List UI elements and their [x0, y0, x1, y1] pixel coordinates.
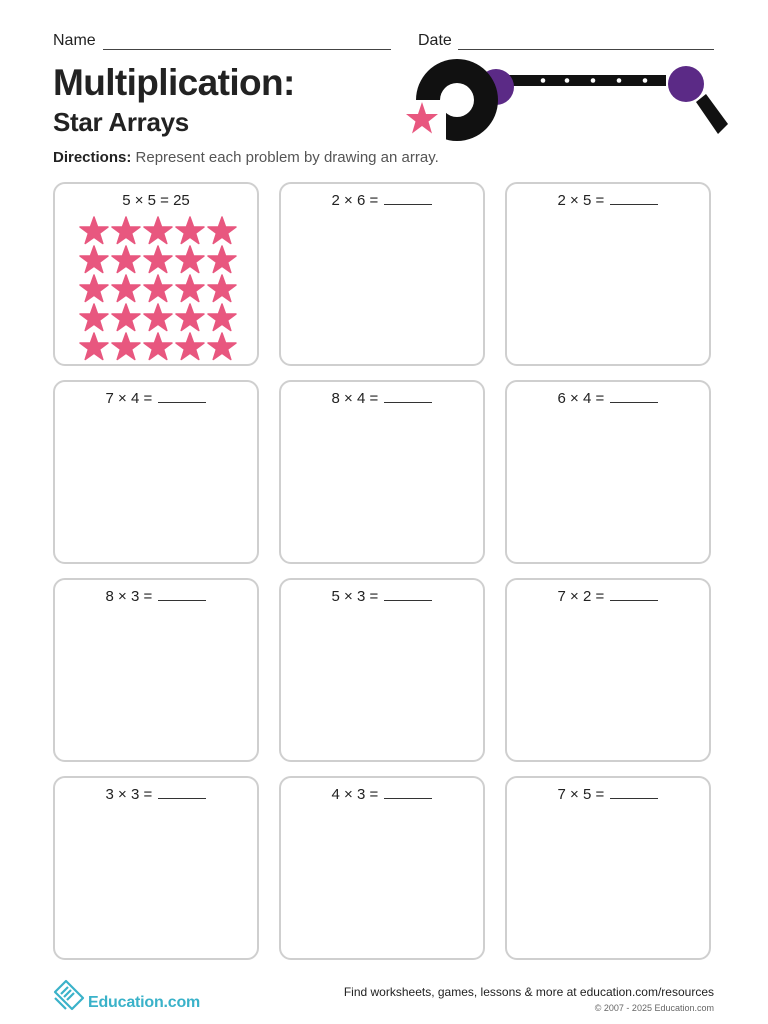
problem-equation: [507, 192, 709, 209]
problem-expression: 4 × 3 =: [331, 786, 379, 803]
star-icon: [79, 303, 109, 332]
date-label: Date: [418, 32, 452, 49]
star-icon: [79, 274, 109, 303]
problem-box[interactable]: [505, 380, 711, 564]
problem-expression: 3 × 3 =: [105, 786, 153, 803]
problem-expression: 7 × 4 =: [105, 390, 153, 407]
answer-blank[interactable]: [384, 192, 432, 205]
problem-equation: [55, 786, 257, 803]
problem-equation: [281, 390, 483, 407]
problem-box[interactable]: [53, 380, 259, 564]
problem-box[interactable]: [279, 380, 485, 564]
star-icon: [143, 216, 173, 245]
star-icon: [143, 303, 173, 332]
education-logo-icon: [52, 978, 86, 1012]
directions-label: Directions:: [53, 149, 132, 166]
star-icon: [143, 245, 173, 274]
footer-copyright: © 2007 - 2025 Education.com: [594, 1003, 714, 1013]
problem-box[interactable]: [279, 578, 485, 762]
problem-expression: 2 × 5 =: [557, 192, 605, 209]
star-icon: [175, 216, 205, 245]
problem-equation: [55, 588, 257, 605]
answer-blank[interactable]: [610, 390, 658, 403]
problem-expression: 7 × 5 =: [557, 786, 605, 803]
star-icon: [111, 274, 141, 303]
problem-expression: 8 × 4 =: [331, 390, 379, 407]
page-title: Multiplication:: [53, 62, 295, 103]
problem-equation: [55, 390, 257, 407]
problem-box[interactable]: [505, 776, 711, 960]
answer-blank[interactable]: [384, 786, 432, 799]
footer-tagline[interactable]: Find worksheets, games, lessons & more at education.com/resources: [343, 985, 714, 999]
answer-blank[interactable]: [158, 786, 206, 799]
date-field[interactable]: [458, 49, 714, 50]
name-field[interactable]: [103, 49, 391, 50]
problem-equation: [281, 588, 483, 605]
problem-expression: 5 × 3 =: [331, 588, 379, 605]
problem-equation: [281, 786, 483, 803]
decorative-graphic: [400, 58, 730, 150]
name-label: Name: [53, 32, 96, 49]
star-icon: [79, 332, 109, 361]
problem-box[interactable]: [53, 776, 259, 960]
star-array: [79, 216, 239, 361]
problem-expression: 6 × 4 =: [557, 390, 605, 407]
problem-equation: [507, 588, 709, 605]
problem-box[interactable]: [279, 776, 485, 960]
star-icon: [111, 245, 141, 274]
star-icon: [111, 303, 141, 332]
problem-box[interactable]: [505, 182, 711, 366]
star-icon: [111, 332, 141, 361]
answer-blank[interactable]: [610, 192, 658, 205]
problem-expression: 5 × 5 =: [122, 192, 169, 209]
star-icon: [207, 303, 237, 332]
problem-box[interactable]: [53, 578, 259, 762]
problem-equation: [55, 192, 257, 209]
problem-answer: 25: [173, 192, 190, 209]
education-logo-text: Education.com: [88, 994, 201, 1011]
page-subtitle: Star Arrays: [53, 107, 189, 137]
problem-equation: [507, 390, 709, 407]
answer-blank[interactable]: [384, 588, 432, 601]
star-icon: [79, 245, 109, 274]
star-icon: [111, 216, 141, 245]
problem-equation: [281, 192, 483, 209]
answer-blank[interactable]: [610, 786, 658, 799]
answer-blank[interactable]: [610, 588, 658, 601]
star-icon: [207, 274, 237, 303]
star-icon: [79, 216, 109, 245]
purple-dot-icon: [668, 66, 704, 102]
answer-blank[interactable]: [158, 390, 206, 403]
answer-blank[interactable]: [384, 390, 432, 403]
problem-box[interactable]: [279, 182, 485, 366]
star-icon: [175, 245, 205, 274]
problem-box[interactable]: [53, 182, 259, 366]
star-icon: [207, 245, 237, 274]
star-icon: [175, 303, 205, 332]
star-icon: [143, 332, 173, 361]
answer-blank[interactable]: [158, 588, 206, 601]
problem-expression: 8 × 3 =: [105, 588, 153, 605]
problem-box[interactable]: [505, 578, 711, 762]
directions: [53, 149, 439, 166]
directions-text: Represent each problem by drawing an array.: [135, 149, 439, 166]
star-icon: [143, 274, 173, 303]
problem-expression: 7 × 2 =: [557, 588, 605, 605]
star-icon: [207, 332, 237, 361]
star-icon: [175, 274, 205, 303]
problem-equation: [507, 786, 709, 803]
star-icon: [207, 216, 237, 245]
star-icon: [175, 332, 205, 361]
problem-expression: 2 × 6 =: [331, 192, 379, 209]
